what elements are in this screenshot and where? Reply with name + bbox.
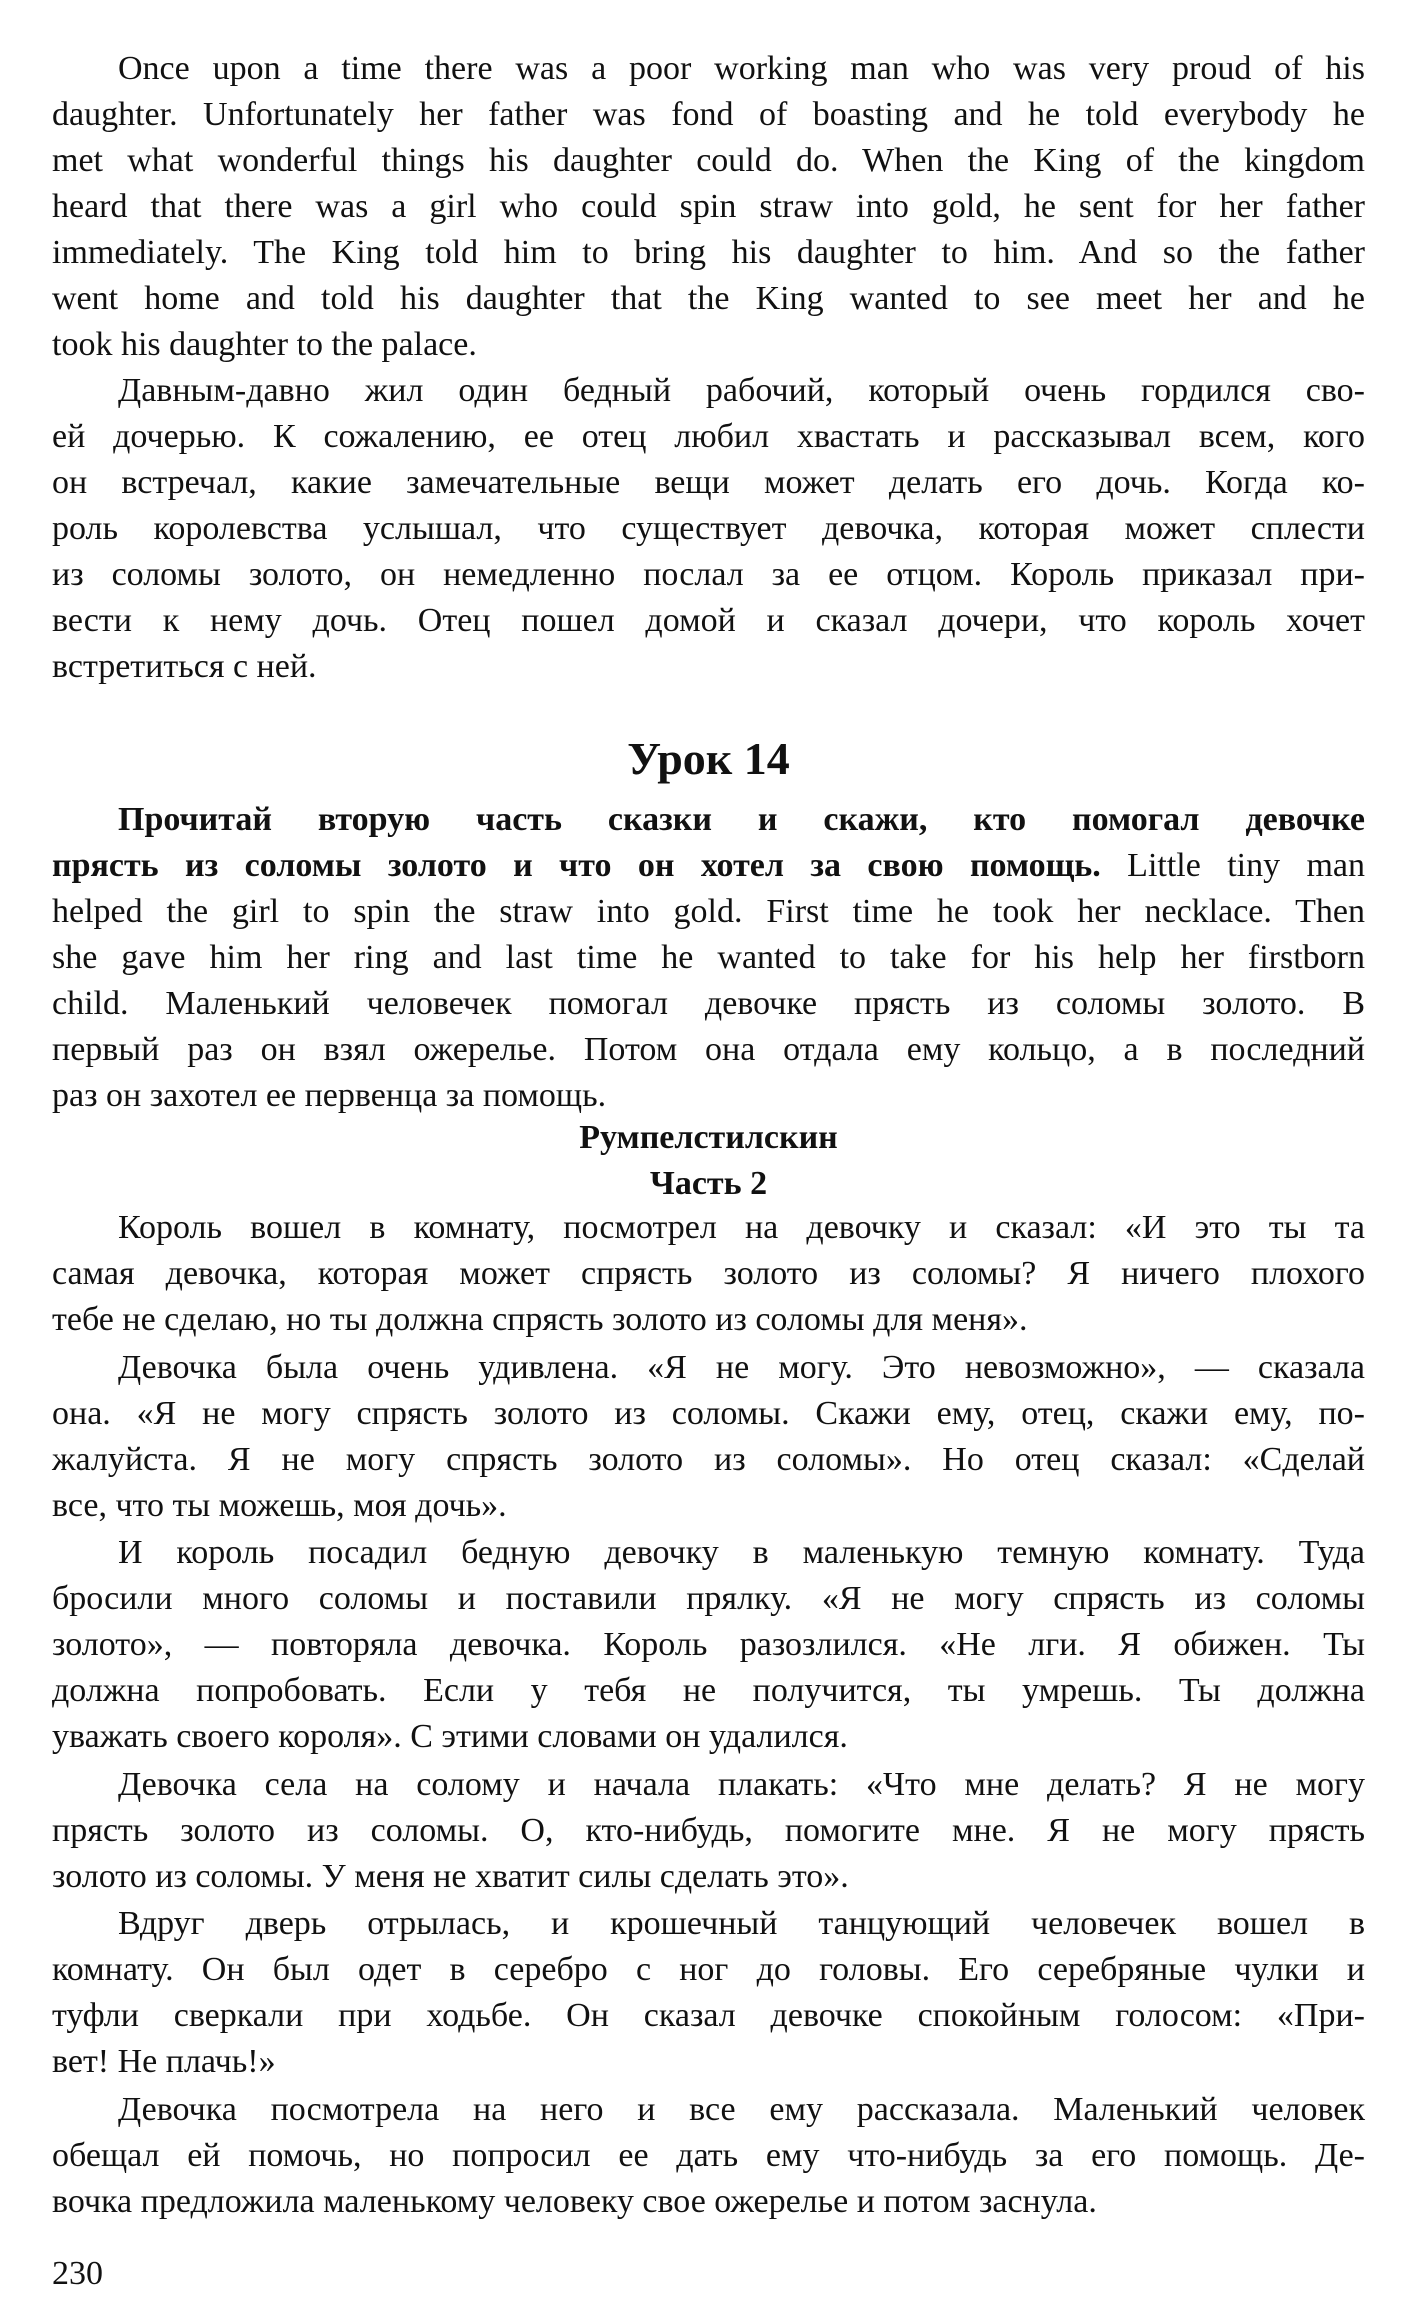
task-paragraph: [52, 797, 1365, 1119]
text-line: met what wonderful things his daughter could do. When the King of the kingdom: [52, 142, 1365, 179]
text-line: он встречал, какие замечательные вещи может делать его дочь. Когда ко-: [52, 464, 1365, 501]
paragraph: [52, 1205, 1365, 1343]
text-line: раз он захотел ее первенца за помощь.: [52, 1077, 607, 1114]
text-line: Вдруг дверь отрылась, и крошечный танцующий человечек вошел в: [118, 1905, 1365, 1942]
paragraph: [52, 1762, 1365, 1900]
lesson-title: Урок 14: [627, 733, 790, 784]
text-line: встретиться с ней.: [52, 648, 317, 685]
text-line: immediately. The King told him to bring his daughter to him. And so the father: [52, 234, 1365, 271]
text-line: ей дочерью. К сожалению, ее отец любил хвастать и рассказывал всем, кого: [52, 418, 1365, 455]
text-line: вет! Не плачь!»: [52, 2043, 276, 2080]
text-line: из соломы золото, он немедленно послал за ее отцом. Король приказал при-: [52, 556, 1365, 593]
text-line: Девочка посмотрела на него и все ему рассказала. Маленький человек: [118, 2090, 1365, 2128]
text-line: тебе не сделаю, но ты должна спрясть золото из соломы для меня».: [52, 1301, 1028, 1338]
task-line: Прочитай вторую часть сказки и скажи, кто помогал девочке: [118, 801, 1365, 838]
story-body: [52, 1205, 1365, 2225]
paragraph: [52, 368, 1365, 690]
paragraph: [52, 1901, 1365, 2085]
text-line: золото из соломы. У меня не хватит силы сделать это».: [52, 1857, 849, 1895]
text-line: Король вошел в комнату, посмотрел на девочку и сказал: «И это ты та: [118, 1209, 1365, 1246]
text-line: Once upon a time there was a poor working man who was very proud of his: [118, 50, 1365, 87]
text-line: она. «Я не могу спрясть золото из соломы. Скажи ему, отец, скажи ему, по-: [52, 1394, 1365, 1432]
text-line: Девочка была очень удивлена. «Я не могу. Это невозможно», — сказала: [118, 1348, 1365, 1386]
text-line: все, что ты можешь, моя дочь».: [52, 1486, 507, 1524]
text-line: золото», — повторяла девочка. Король разозлился. «Не лги. Я обижен. Ты: [52, 1626, 1365, 1663]
text-line: вести к нему дочь. Отец пошел домой и сказал дочери, что король хочет: [52, 602, 1365, 639]
text-line: И король посадил бедную девочку в маленькую темную комнату. Туда: [118, 1534, 1365, 1571]
text-line: жалуйста. Я не могу спрясть золото из соломы». Но отец сказал: «Сделай: [52, 1440, 1365, 1478]
english-story-paragraph: [52, 46, 1365, 368]
text-line: роль королевства услышал, что существует девочка, которая может сплести: [52, 510, 1365, 547]
text-line: child. Маленький человечек помогал девочке прясть из соломы золото. В: [52, 985, 1365, 1022]
text-line: должна попробовать. Если у тебя не получится, ты умрешь. Ты должна: [52, 1672, 1365, 1709]
task-instruction: прясть из соломы золото и что он хотел за свою помощь.: [52, 847, 1101, 884]
text-line: вочка предложила маленькому человеку свое ожерелье и потом заснула.: [52, 2182, 1097, 2220]
text-line: бросили много соломы и поставили прялку. «Я не могу спрясть из соломы: [52, 1580, 1365, 1617]
russian-story-paragraph: [52, 368, 1365, 690]
text-line: Девочка села на солому и начала плакать: «Что мне делать? Я не могу: [118, 1765, 1365, 1803]
text-line: обещал ей помочь, но попросил ее дать ему что-нибудь за его помощь. Де-: [52, 2136, 1365, 2174]
paragraph: [52, 46, 1365, 368]
text-line: heard that there was a girl who could spin straw into gold, he sent for her father: [52, 188, 1365, 225]
text-line: helped the girl to spin the straw into gold. First time he took her necklace. Then: [52, 893, 1365, 930]
text-line: she gave him her ring and last time he wanted to take for his help her firstborn: [52, 939, 1365, 976]
task-answer: Little tiny man: [1100, 847, 1365, 884]
text-line: комнату. Он был одет в серебро с ног до головы. Его серебряные чулки и: [52, 1951, 1365, 1988]
text-line: took his daughter to the palace.: [52, 326, 477, 363]
paragraph: [52, 1530, 1365, 1760]
story-part: Часть 2: [649, 1165, 768, 1202]
page-number: 230: [52, 2255, 103, 2292]
text-line: прясть золото из соломы. О, кто-нибудь, помогите мне. Я не могу прясть: [52, 1811, 1365, 1849]
text-line: Давным-давно жил один бедный рабочий, который очень гордился сво-: [118, 372, 1365, 409]
text-line: туфли сверкали при ходьбе. Он сказал девочке спокойным голосом: «При-: [52, 1997, 1365, 2034]
paragraph: [52, 2087, 1365, 2225]
text-line: первый раз он взял ожерелье. Потом она отдала ему кольцо, а в последний: [52, 1031, 1365, 1068]
text-line: went home and told his daughter that the King wanted to see meet her and he: [52, 280, 1365, 317]
text-line: уважать своего короля». С этими словами он удалился.: [52, 1718, 848, 1755]
paragraph: [52, 1345, 1365, 1529]
text-line: daughter. Unfortunately her father was fond of boasting and he told everybody he: [52, 96, 1365, 133]
text-line: самая девочка, которая может спрясть золото из соломы? Я ничего плохого: [52, 1255, 1365, 1292]
paragraph: [52, 889, 1365, 1119]
story-title: Румпелстилскин: [579, 1119, 838, 1156]
